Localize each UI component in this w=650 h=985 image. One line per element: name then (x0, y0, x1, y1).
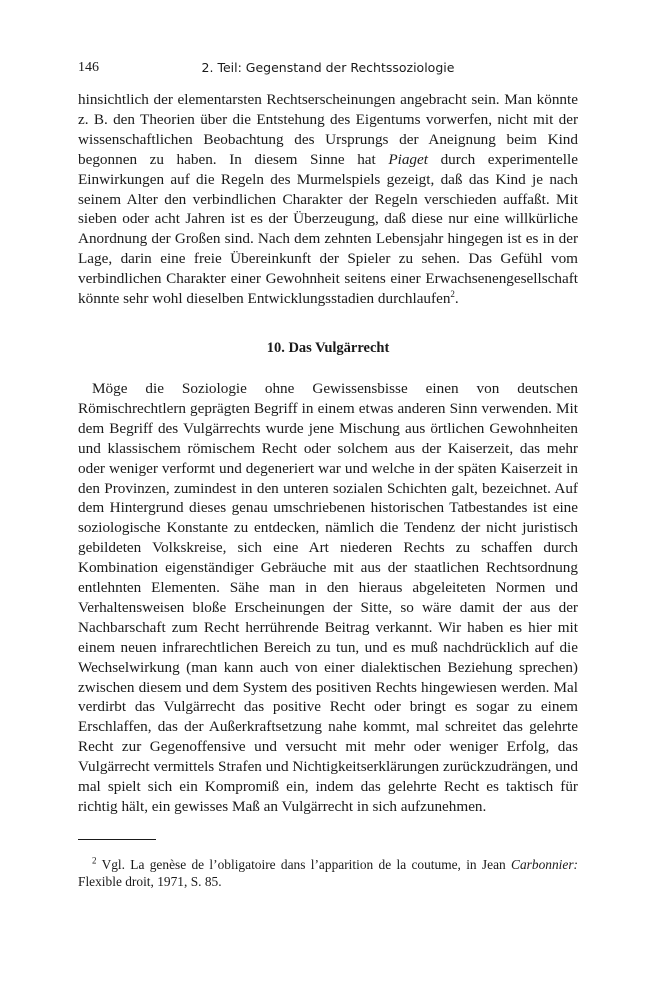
paragraph-text: durch experimentelle Einwirkungen auf die Regeln des Murmelspiels gezeigt, daß das Kind je nach seinem Alter den verbindlichen Charakter der Regeln verschieden auffaßt. Mit sieben oder acht Jahren ist es der Überzeugung, daß diese nur eine willkürliche Anordnung der Großen sind. Nach dem zehnten Lebensjahr hingegen ist es in der Lage, darin eine freie Übereinkunft der Spieler zu sehen. Das Gefühl vom verbindlichen Charakter einer Gewohnheit seitens einer Erwachsenengesellschaft könnte sehr wohl dieselben Entwicklungsstadien durchlaufen (78, 150, 578, 308)
paragraph-vulgarrecht: Möge die Soziologie ohne Gewissensbisse einen von deutschen Römischrechtlern geprägten Begriff in einem etwas anderen Sinn verwenden. Mit dem Begriff des Vulgärrechts wurde jene Mischung aus örtlichen Gewohnheiten und klassischem römischem Recht oder solchem aus der Kaiserzeit, das mehr oder weniger verformt und degeneriert war und welche in der späten Kaiserzeit in den Provinzen, zumindest in den unteren sozialen Schichten galt, bezeichnet. Auf dem Hintergrund dieses genau umschriebenen historischen Tatbestandes ist eine soziologische Konstante zu entdecken, nämlich die Tendenz der nicht juristisch gebildeten Volkskreise, sich eine Art niederen Rechts zu schaffen durch Kombination eigenständiger Gebräuche mit aus der staatlichen Rechtsordnung entlehnten Elementen. Sähe man in den hieraus abgeleiteten Normen und Verhaltensweisen bloße Erscheinungen der Sitte, so wäre damit der aus der Nachbarschaft zum Recht herrührende Beitrag verkannt. Wir haben es hier mit einem neuen infrarechtlichen Bereich zu tun, und es muß nachdrücklich auf die Wechselwirkung (man kann auch von einer dialektischen Beziehung sprechen) zwischen diesem und dem System des positiven Rechts hingewiesen werden. Mal verdirbt das Vulgärrecht das positive Recht oder bringt es sogar zu einem Erschlaffen, das der Außerkraftsetzung nahe kommt, mal schreitet das gelehrte Recht zur Gegenoffensive und versucht mit mehr oder weniger Erfolg, das Vulgärrecht vermittels Strafen und Nichtigkeitserklärungen zurückzudrängen, und mal spielt sich ein Kompromiß ein, indem das gelehrte Recht es taktisch für richtig hält, ein gewisses Maß an Vulgärrecht in sich aufzunehmen. (78, 379, 578, 815)
running-title: 2. Teil: Gegenstand der Rechtssoziologie (201, 60, 455, 75)
section-heading: 10. Das Vulgärrecht (266, 339, 390, 356)
footnote-divider (78, 839, 156, 840)
book-page (78, 60, 578, 890)
footnote-text: Vgl. La genèse de l’obligatoire dans l’apparition de la coutume, in Jean (96, 856, 512, 872)
paragraph-text: hinsichtlich der elementarsten Rechtserscheinungen angebracht sein. Man könnte z. B. den Theorien über die Entstehung des Eigentums vorwerfen, nicht mit der wissenschaftlichen Beobachtung des Ursprungs der Aneignung beim Kind begonnen zu haben. In diesem Sinne hat (78, 91, 578, 168)
footnote-reference[interactable]: 2 (450, 289, 455, 299)
footnote-author: Carbonnier: (511, 856, 578, 872)
author-name-piaget: Piaget (388, 150, 428, 168)
running-head (78, 60, 578, 80)
footnote-text: Flexible droit, 1971, S. 85. (78, 873, 222, 889)
paragraph-piaget (78, 90, 578, 309)
footnote-number: 2 (92, 855, 97, 866)
footnote (78, 856, 578, 890)
paragraph-text: . (454, 290, 459, 308)
page-number: 146 (78, 60, 99, 75)
